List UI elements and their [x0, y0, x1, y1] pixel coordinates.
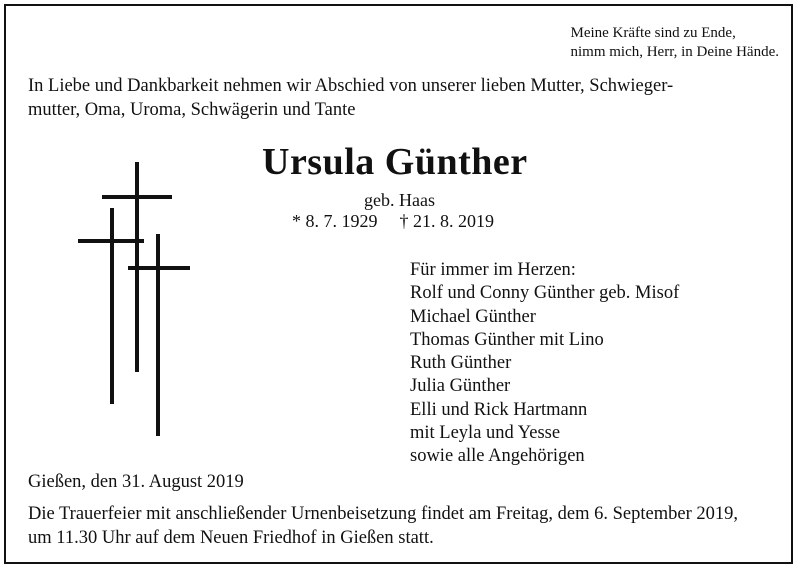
mourners-heading: Für immer im Herzen:	[410, 260, 576, 280]
funeral-service-notice	[28, 502, 738, 550]
mourner-item: Rolf und Conny Günther geb. Misof	[410, 283, 680, 304]
three-crosses-icon	[76, 162, 196, 442]
death-date: † 21. 8. 2019	[399, 211, 494, 231]
cross-3-vertical	[156, 234, 160, 436]
service-line-2: um 11.30 Uhr auf dem Neuen Friedhof in Gießen statt.	[28, 528, 434, 548]
service-line-1: Die Trauerfeier mit anschließender Urnenbeisetzung findet am Freitag, dem 6. September 2019,	[28, 504, 738, 524]
mourner-item: mit Leyla und Yesse	[410, 423, 561, 444]
intro-line-2: mutter, Oma, Uroma, Schwägerin und Tante	[28, 100, 356, 120]
mourner-item: sowie alle Angehörigen	[410, 446, 585, 467]
motto-line-2: nimm mich, Herr, in Deine Hände.	[570, 44, 779, 60]
intro-line-1: In Liebe und Dankbarkeit nehmen wir Abschied von unserer lieben Mutter, Schwieger-	[28, 76, 674, 96]
maiden-name: geb. Haas	[364, 190, 435, 210]
birth-date: * 8. 7. 1929	[292, 211, 378, 231]
obituary-card	[4, 4, 793, 564]
intro-text	[28, 74, 778, 122]
mourner-item: Julia Günther	[410, 376, 511, 397]
mourner-item: Elli und Rick Hartmann	[410, 399, 588, 420]
cross-3-horizontal	[128, 266, 190, 270]
mourner-item: Thomas Günther mit Lino	[410, 329, 604, 350]
motto-verse	[570, 24, 779, 62]
mourner-item: Michael Günther	[410, 306, 536, 327]
cross-1-horizontal	[78, 239, 144, 243]
cross-1-vertical	[110, 208, 114, 404]
place-and-date: Gießen, den 31. August 2019	[28, 472, 244, 492]
motto-line-1: Meine Kräfte sind zu Ende,	[570, 25, 736, 41]
life-dates	[292, 211, 494, 232]
mourner-item: Ruth Günther	[410, 353, 512, 374]
deceased-name: Ursula Günther	[262, 141, 528, 183]
cross-2-horizontal	[102, 195, 172, 199]
mourners-list	[410, 259, 679, 469]
